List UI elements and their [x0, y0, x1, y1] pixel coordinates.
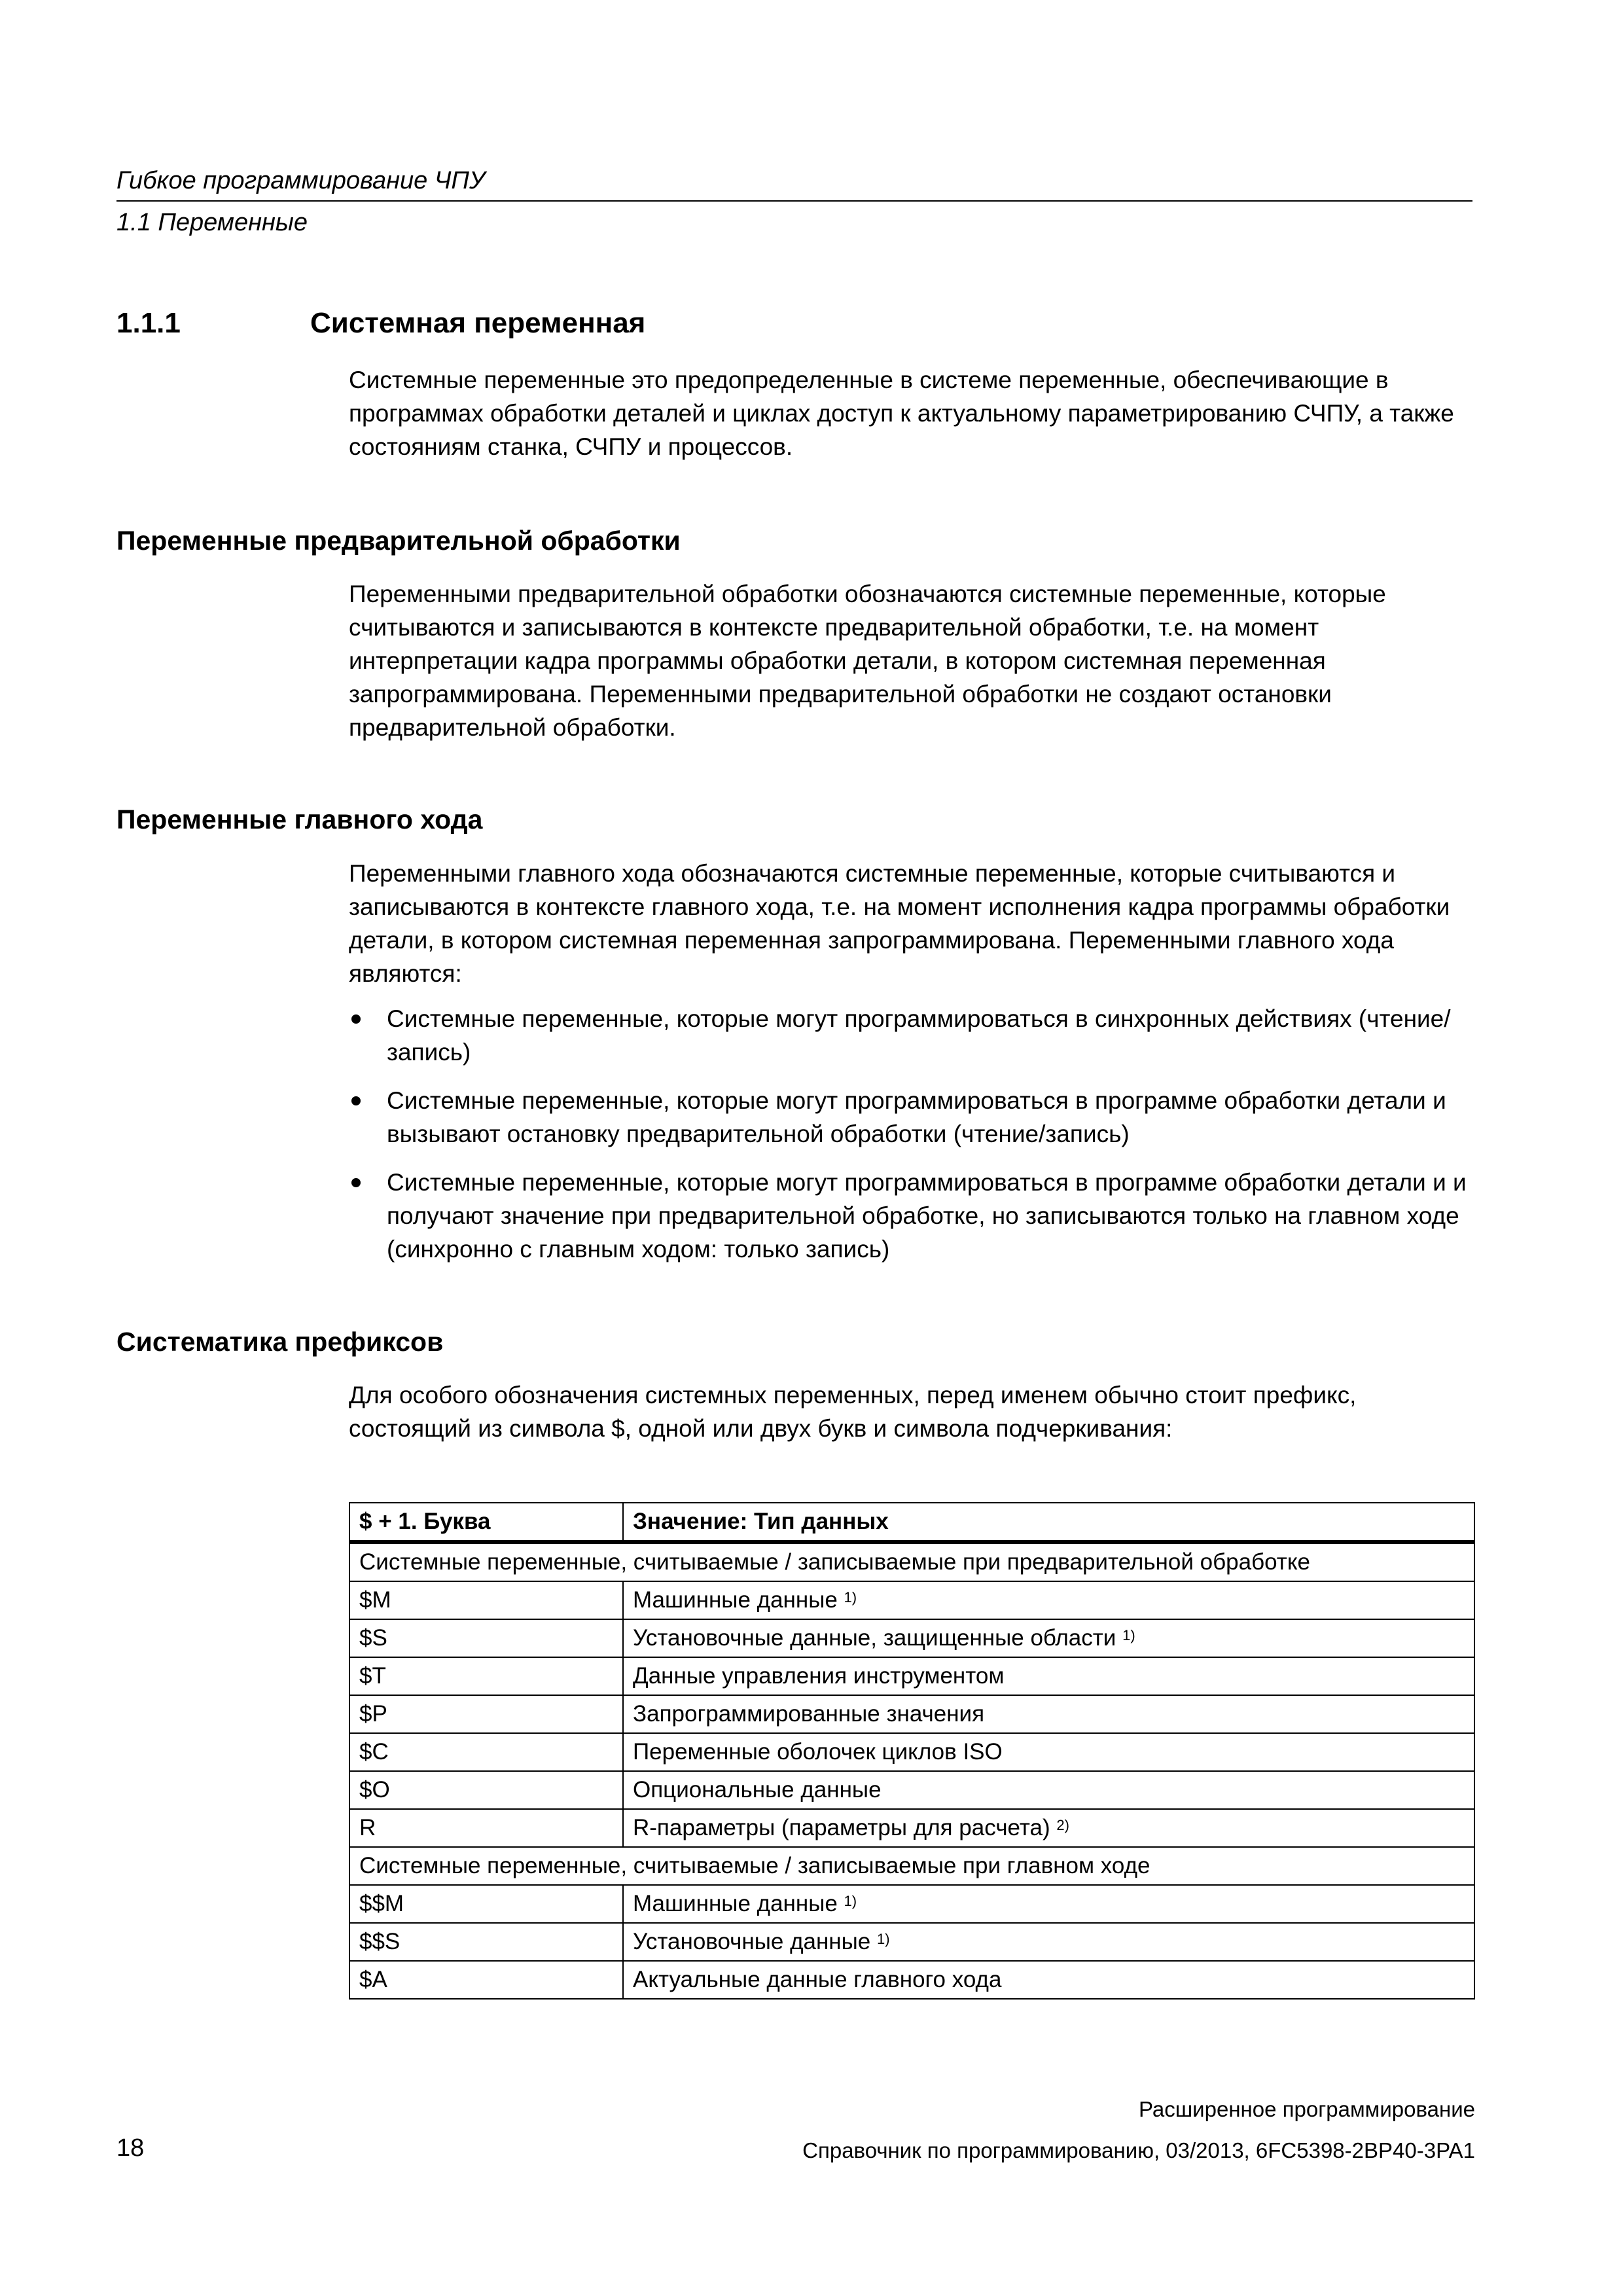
table-row [349, 1885, 1474, 1923]
meaning-cell: R-параметры (параметры для расчета) $^{2)}$ [623, 1809, 1474, 1847]
table-row [349, 1695, 1474, 1733]
table-group-row [349, 1542, 1474, 1581]
main-run-list [349, 1002, 1474, 1281]
prefix-cell: R [349, 1809, 623, 1847]
meaning-cell: Данные управления инструментом [623, 1657, 1474, 1695]
footnote-ref: 1) [877, 1931, 890, 1947]
meaning-cell: Машинные данные $^{1)}$ [623, 1581, 1474, 1619]
table-row [349, 1961, 1474, 1999]
prefix-cell: $T [349, 1657, 623, 1695]
meaning-cell: Актуальные данные главного хода [623, 1961, 1474, 1999]
prefix-cell: $P [349, 1695, 623, 1733]
footnote-ref: 1) [844, 1589, 857, 1605]
group-main-run-label: Системные переменные, считываемые / записываемые при главном ходе [349, 1847, 1474, 1885]
prefix-cell: $C [349, 1733, 623, 1771]
page-number: 18 [116, 2134, 145, 2162]
section-intro: Системные переменные это предопределенные в системе переменные, обеспечивающие в программах обработки деталей и циклах доступ к актуальному параметрированию СЧПУ, а также состояниям станка, СЧПУ и процессов. [349, 367, 1454, 460]
section-number: 1.1.1 [116, 307, 181, 339]
prefix-text: Для особого обозначения системных переменных, перед именем обычно стоит префикс, состоящий из символа $, одной или двух букв и символа подчеркивания: [349, 1382, 1357, 1442]
meaning-cell: Опциональные данные [623, 1771, 1474, 1809]
prefix-table [349, 1502, 1475, 2000]
list-item: Системные переменные, которые могут программироваться в программе обработки детали и вызывают остановку предварительной обработки (чтение/запись) [349, 1084, 1474, 1151]
table-row [349, 1771, 1474, 1809]
running-header-section: 1.1 Переменные [116, 209, 308, 236]
list-item: Системные переменные, которые могут программироваться в синхронных действиях (чтение/запись) [349, 1002, 1474, 1069]
table-row [349, 1733, 1474, 1771]
prefix-cell: $$M [349, 1885, 623, 1923]
footnote-ref: 1) [844, 1893, 857, 1909]
table-row [349, 1657, 1474, 1695]
prefix-cell: $A [349, 1961, 623, 1999]
prefix-cell: $M [349, 1581, 623, 1619]
meaning-cell: Установочные данные $^{1)}$ [623, 1923, 1474, 1961]
footer-reference: Справочник по программированию, 03/2013, 6FC5398-2BP40-3PA1 [802, 2138, 1475, 2162]
prefix-heading: Систематика префиксов [116, 1327, 444, 1357]
header-divider [116, 200, 1472, 202]
table-row [349, 1923, 1474, 1961]
table-group-row [349, 1847, 1474, 1885]
main-run-heading: Переменные главного хода [116, 804, 483, 834]
prefix-cell: $S [349, 1619, 623, 1657]
section-title: Системная переменная [310, 307, 646, 339]
table-row [349, 1619, 1474, 1657]
footnote-ref: 2) [1056, 1817, 1069, 1833]
meaning-cell: Установочные данные, защищенные области $^{1)}$ [623, 1619, 1474, 1657]
group-preprocessing-label: Системные переменные, считываемые / записываемые при предварительной обработке [349, 1542, 1474, 1581]
footer-book-title: Расширенное программирование [1138, 2097, 1475, 2121]
table-row [349, 1581, 1474, 1619]
preprocessing-text: Переменными предварительной обработки обозначаются системные переменные, которые считываются и записываются в контексте предварительной обработки, т.е. на момент интерпретации кадра программы обработки детали, в котором системная переменная запрограммирована. Переменными предварительной обработки не создают остановки предварительной обработки. [349, 581, 1386, 741]
meaning-cell: Машинные данные $^{1)}$ [623, 1885, 1474, 1923]
preprocessing-heading: Переменные предварительной обработки [116, 526, 681, 556]
list-item: Системные переменные, которые могут программироваться в программе обработки детали и и получают значение при предварительной обработке, но записываются только на главном ходе (синхронно с главным ходом: только запись) [349, 1166, 1474, 1266]
meaning-cell: Переменные оболочек циклов ISO [623, 1733, 1474, 1771]
prefix-cell: $$S [349, 1923, 623, 1961]
table-header-row [349, 1503, 1474, 1542]
column-header-prefix: $ + 1. Буква [349, 1503, 623, 1542]
main-run-text: Переменными главного хода обозначаются системные переменные, которые считываются и записываются в контексте главного хода, т.е. на момент исполнения кадра программы обработки детали, в котором системная переменная запрограммирована. Переменными главного хода являются: [349, 860, 1450, 987]
table-row [349, 1809, 1474, 1847]
prefix-cell: $O [349, 1771, 623, 1809]
meaning-cell: Запрограммированные значения [623, 1695, 1474, 1733]
column-header-meaning: Значение: Тип данных [623, 1503, 1474, 1542]
running-header-title: Гибкое программирование ЧПУ [116, 167, 486, 194]
footnote-ref: 1) [1122, 1627, 1135, 1643]
